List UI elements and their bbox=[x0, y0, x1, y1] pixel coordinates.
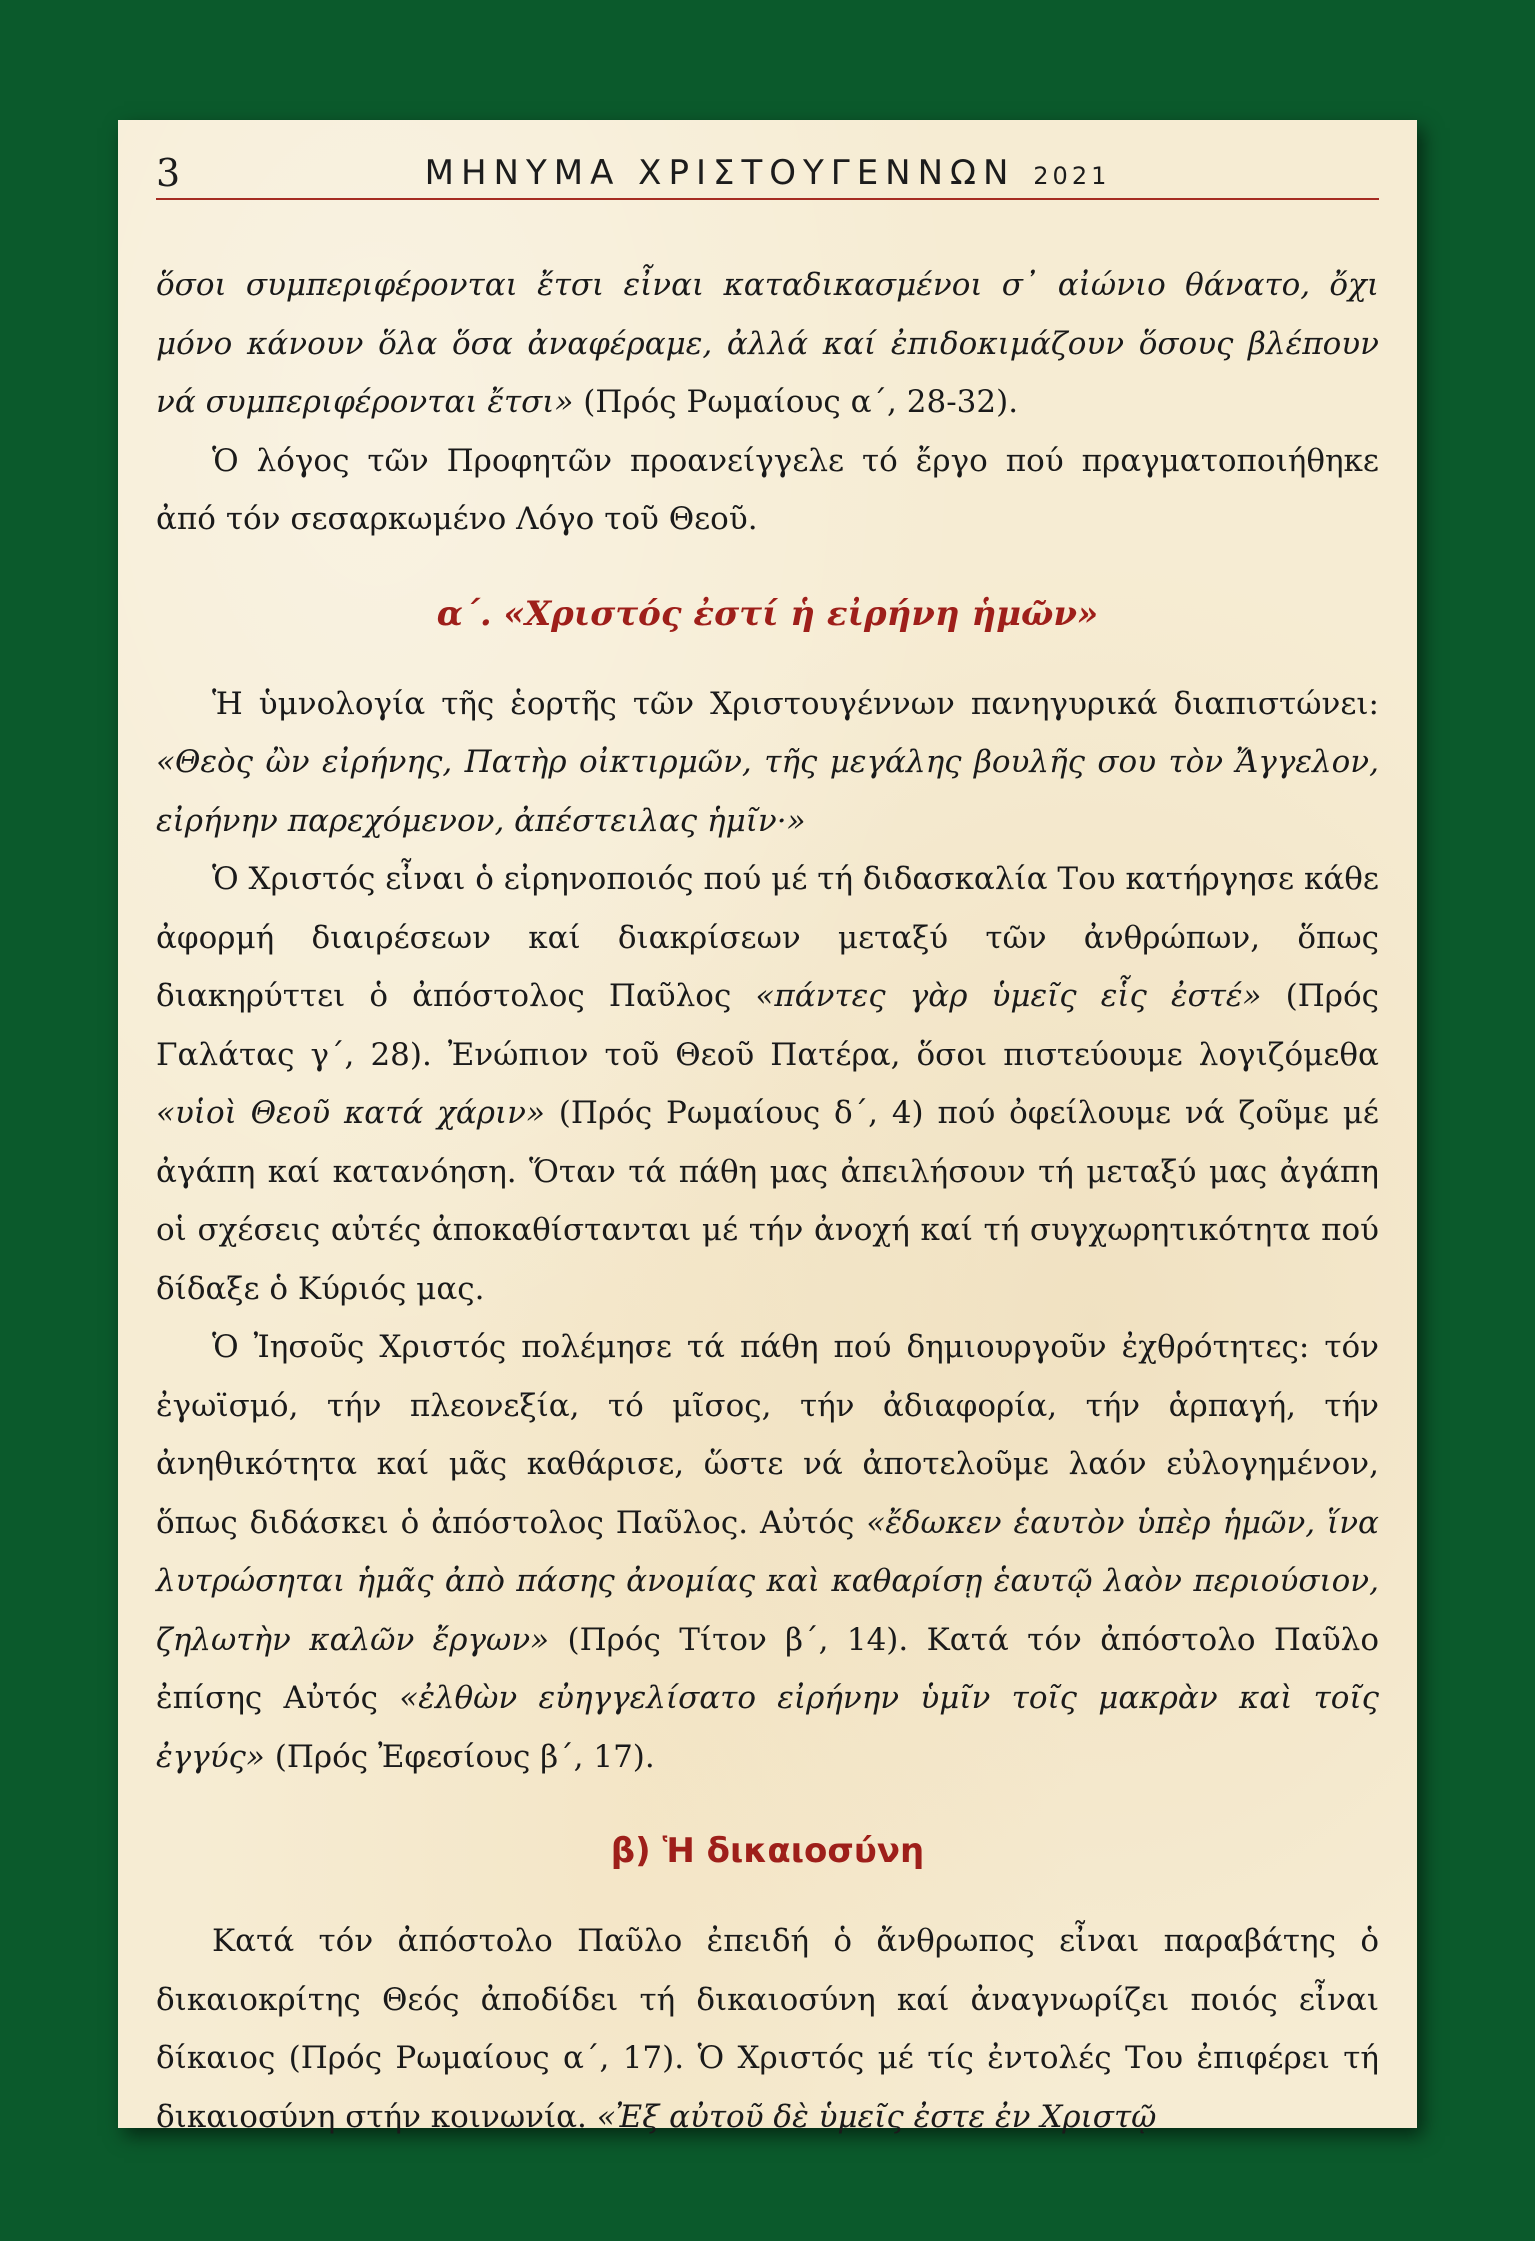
paragraph-6-text: Κατά τόν ἀπόστολο Παῦλο ἐπειδή ὁ ἄνθρωπος εἶναι παραβάτης ὁ δικαιοκρίτης Θεός ἀποδίδει τή δικαιοσύνη καί ἀναγνωρίζει ποιός εἶναι δίκαιος (Πρός Ρωμαίους α΄, 17). Ὁ Χριστός μέ τίς ἐντολές Του ἐπιφέρει τή δικαιοσύνη στήν κοινωνία. bbox=[156, 1923, 1379, 2135]
paragraph-6 bbox=[156, 1912, 1379, 2146]
paragraph-1 bbox=[156, 256, 1379, 432]
paragraph-5-text-2: (Πρός Τίτον β΄, 14). Κατά τόν ἀπόστολο Παῦλο ἐπίσης Αὐτός bbox=[156, 1621, 1379, 1716]
quote-sons-of-god: «υἱοὶ Θεοῦ κατά χάριν» bbox=[156, 1095, 545, 1131]
quote-in-christ: «Ἐξ αὐτοῦ δὲ ὑμεῖς ἐστε ἐν Χριστῷ bbox=[596, 2098, 1157, 2135]
paragraph-2: Ὁ λόγος τῶν Προφητῶν προανείγγελε τό ἔργο πού πραγματοποιήθηκε ἀπό τόν σεσαρκωμένο Λόγο τοῦ Θεοῦ. bbox=[156, 442, 1379, 537]
paragraph-4 bbox=[156, 850, 1379, 1318]
page-body bbox=[156, 256, 1379, 2146]
quote-galatians: «πάντες γὰρ ὑμεῖς εἷς ἐστέ» bbox=[755, 978, 1262, 1014]
running-title-text: ΜΗΝΥΜΑ ΧΡΙΣΤΟΥΓΕΝΝΩΝ bbox=[424, 153, 1016, 193]
quote-ephesians: «ἐλθὼν εὐηγγελίσατο εἰρήνην ὑμῖν τοῖς μακρὰν καὶ τοῖς ἐγγύς» bbox=[156, 1680, 1379, 1775]
section-heading-a: α΄. «Χριστός ἐστί ἡ εἰρήνη ἡμῶν» bbox=[436, 593, 1099, 634]
hymn-quote: «Θεὸς ὢν εἰρήνης, Πατὴρ οἰκτιρμῶν, τῆς μεγάλης βουλῆς σου τὸν Ἄγγελον, εἰρήνην παρεχόμενον, ἀπέστειλας ἡμῖν·» bbox=[156, 744, 1379, 839]
quote-romans-1: ὅσοι συμπεριφέρονται ἔτσι εἶναι καταδικασμένοι σ᾽ αἰώνιο θάνατο, ὄχι μόνο κάνουν ὅλα ὅσα ἀναφέραμε, ἀλλά καί ἐπιδοκιμάζουν ὅσους βλέπουν νά συμπεριφέρονται ἔτσι» bbox=[156, 267, 1379, 420]
running-title-year: 2021 bbox=[1033, 162, 1111, 190]
paragraph-3 bbox=[156, 675, 1379, 851]
paragraph-4-text-1: Ὁ Χριστός εἶναι ὁ εἰρηνοποιός πού μέ τή διδασκαλία Του κατήργησε κάθε ἀφορμή διαιρέσεων καί διακρίσεων μεταξύ τῶν ἀνθρώπων, ὅπως διακηρύττει ὁ ἀπόστολος Παῦλος bbox=[156, 861, 1379, 1014]
book-page bbox=[118, 120, 1417, 2135]
paragraph-4-text-2: (Πρός Γαλάτας γ΄, 28). Ἐνώπιον τοῦ Θεοῦ Πατέρα, ὅσοι πιστεύουμε λογιζόμεθα bbox=[156, 978, 1379, 1073]
paragraph-5 bbox=[156, 1318, 1379, 1786]
section-heading-b: β) Ἡ δικαιοσύνη bbox=[610, 1831, 925, 1871]
paragraph-5-text-3: (Πρός Ἐφεσίους β΄, 17). bbox=[264, 1738, 655, 1775]
paragraph-5-text-1: Ὁ Ἰησοῦς Χριστός πολέμησε τά πάθη πού δημιουργοῦν ἐχθρότητες: τόν ἐγωϊσμό, τήν πλεονεξία, τό μῖσος, τήν ἀδιαφορία, τήν ἁρπαγή, τήν ἀνηθικότητα καί μᾶς καθάρισε, ὥστε νά ἀποτελοῦμε λαόν εὐλογημένον, ὅπως διδάσκει ὁ ἀπόστολος Παῦλος. Αὐτός bbox=[156, 1329, 1379, 1541]
running-title bbox=[156, 148, 1379, 201]
reference-romans-1: (Πρός Ρωμαίους α΄, 28-32). bbox=[573, 384, 1019, 420]
paragraph-4-text-3: (Πρός Ρωμαίους δ΄, 4) πού ὀφείλουμε νά ζοῦμε μέ ἀγάπη καί κατανόηση. Ὅταν τά πάθη μας ἀπειλήσουν τή μεταξύ μας ἀγάπη οἱ σχέσεις αὐτές ἀποκαθίστανται μέ τήν ἀνοχή καί τή συγχωρητικότητα πού δίδαξε ὁ Κύριός μας. bbox=[156, 1095, 1379, 1307]
page-number: 3 bbox=[156, 151, 181, 195]
paragraph-3-text: Ἡ ὑμνολογία τῆς ἑορτῆς τῶν Χριστουγέννων πανηγυρικά διαπιστώνει: bbox=[212, 685, 1379, 722]
page-header bbox=[156, 148, 1379, 200]
quote-titus: «ἔδωκεν ἑαυτὸν ὑπὲρ ἡμῶν, ἵνα λυτρώσηται ἡμᾶς ἀπὸ πάσης ἀνομίας καὶ καθαρίσῃ ἑαυτῷ λαὸν περιούσιον, ζηλωτὴν καλῶν ἔργων» bbox=[156, 1504, 1379, 1658]
